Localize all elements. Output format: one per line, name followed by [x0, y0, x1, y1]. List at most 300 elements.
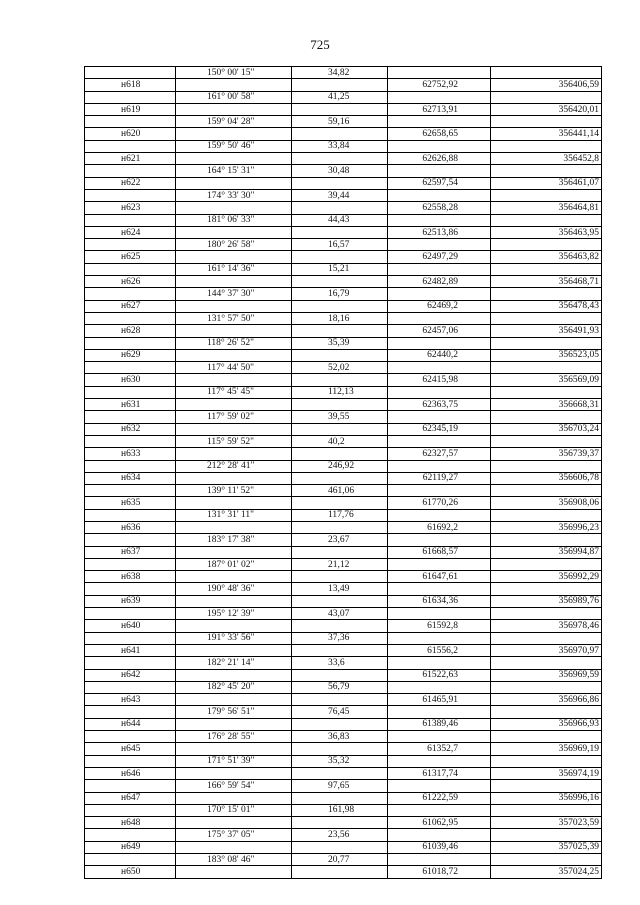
point-cell	[85, 312, 176, 324]
table-row	[85, 276, 602, 288]
x-coordinate-cell	[388, 485, 491, 497]
distance-cell: 35,39	[292, 337, 388, 349]
point-cell: н622	[85, 177, 176, 189]
point-cell	[85, 854, 176, 866]
angle-cell	[176, 325, 292, 337]
y-coordinate-cell: 357024,25	[491, 866, 602, 878]
x-coordinate-cell	[388, 189, 491, 201]
point-cell: н643	[85, 694, 176, 706]
distance-cell	[292, 521, 388, 533]
distance-cell: 37,36	[292, 632, 388, 644]
y-coordinate-cell	[491, 460, 602, 472]
angle-cell	[176, 79, 292, 91]
table-row	[85, 325, 602, 337]
y-coordinate-cell	[491, 657, 602, 669]
angle-cell: 183° 17' 38"	[176, 534, 292, 546]
angle-cell	[176, 226, 292, 238]
angle-cell	[176, 546, 292, 558]
table-row	[85, 521, 602, 533]
coordinates-table-body	[85, 67, 602, 879]
point-cell	[85, 485, 176, 497]
x-coordinate-cell	[388, 558, 491, 570]
y-coordinate-cell	[491, 214, 602, 226]
x-coordinate-cell	[388, 632, 491, 644]
point-cell: н633	[85, 448, 176, 460]
angle-cell	[176, 521, 292, 533]
y-coordinate-cell: 356452,8	[491, 153, 602, 165]
y-coordinate-cell: 356668,31	[491, 399, 602, 411]
y-coordinate-cell: 356978,46	[491, 620, 602, 632]
table-row	[85, 67, 602, 79]
point-cell: н648	[85, 817, 176, 829]
x-coordinate-cell: 62363,75	[388, 399, 491, 411]
y-coordinate-cell	[491, 854, 602, 866]
distance-cell	[292, 325, 388, 337]
table-row	[85, 165, 602, 177]
point-cell	[85, 632, 176, 644]
point-cell	[85, 681, 176, 693]
angle-cell	[176, 472, 292, 484]
angle-cell: 161° 14' 36"	[176, 263, 292, 275]
x-coordinate-cell	[388, 165, 491, 177]
point-cell	[85, 116, 176, 128]
y-coordinate-cell: 356992,29	[491, 571, 602, 583]
x-coordinate-cell: 61018,72	[388, 866, 491, 878]
y-coordinate-cell: 357025,39	[491, 841, 602, 853]
angle-cell: 181° 06' 33"	[176, 214, 292, 226]
distance-cell	[292, 448, 388, 460]
y-coordinate-cell	[491, 608, 602, 620]
angle-cell: 182° 45' 20"	[176, 681, 292, 693]
distance-cell: 23,67	[292, 534, 388, 546]
angle-cell	[176, 571, 292, 583]
y-coordinate-cell	[491, 829, 602, 841]
table-row	[85, 288, 602, 300]
y-coordinate-cell: 356969,19	[491, 743, 602, 755]
y-coordinate-cell	[491, 239, 602, 251]
distance-cell	[292, 472, 388, 484]
distance-cell: 40,2	[292, 435, 388, 447]
x-coordinate-cell	[388, 854, 491, 866]
y-coordinate-cell	[491, 731, 602, 743]
angle-cell: 176° 28' 55"	[176, 731, 292, 743]
y-coordinate-cell	[491, 362, 602, 374]
angle-cell	[176, 349, 292, 361]
point-cell	[85, 214, 176, 226]
distance-cell	[292, 153, 388, 165]
distance-cell: 39,44	[292, 189, 388, 201]
y-coordinate-cell: 356966,86	[491, 694, 602, 706]
table-row	[85, 116, 602, 128]
y-coordinate-cell: 356463,95	[491, 226, 602, 238]
table-row	[85, 435, 602, 447]
point-cell: н620	[85, 128, 176, 140]
point-cell	[85, 829, 176, 841]
table-row	[85, 706, 602, 718]
table-row	[85, 718, 602, 730]
x-coordinate-cell: 62713,91	[388, 103, 491, 115]
x-coordinate-cell	[388, 362, 491, 374]
point-cell	[85, 706, 176, 718]
y-coordinate-cell: 356994,87	[491, 546, 602, 558]
table-row	[85, 448, 602, 460]
table-row	[85, 423, 602, 435]
angle-cell: 144° 37' 30"	[176, 288, 292, 300]
distance-cell	[292, 202, 388, 214]
distance-cell	[292, 399, 388, 411]
table-row	[85, 251, 602, 263]
x-coordinate-cell	[388, 140, 491, 152]
angle-cell	[176, 644, 292, 656]
point-cell	[85, 67, 176, 79]
table-row	[85, 780, 602, 792]
y-coordinate-cell: 356441,14	[491, 128, 602, 140]
y-coordinate-cell: 356478,43	[491, 300, 602, 312]
x-coordinate-cell: 61556,2	[388, 644, 491, 656]
point-cell: н638	[85, 571, 176, 583]
table-row	[85, 226, 602, 238]
table-row	[85, 669, 602, 681]
angle-cell	[176, 251, 292, 263]
angle-cell	[176, 743, 292, 755]
distance-cell: 117,76	[292, 509, 388, 521]
distance-cell	[292, 103, 388, 115]
point-cell	[85, 657, 176, 669]
angle-cell	[176, 276, 292, 288]
distance-cell	[292, 546, 388, 558]
y-coordinate-cell: 356491,93	[491, 325, 602, 337]
x-coordinate-cell	[388, 755, 491, 767]
distance-cell	[292, 423, 388, 435]
x-coordinate-cell: 61389,46	[388, 718, 491, 730]
angle-cell	[176, 399, 292, 411]
angle-cell	[176, 448, 292, 460]
x-coordinate-cell	[388, 534, 491, 546]
distance-cell	[292, 497, 388, 509]
distance-cell: 34,82	[292, 67, 388, 79]
distance-cell	[292, 595, 388, 607]
table-row	[85, 374, 602, 386]
table-row	[85, 571, 602, 583]
angle-cell: 164° 15' 31"	[176, 165, 292, 177]
distance-cell	[292, 349, 388, 361]
x-coordinate-cell: 62626,88	[388, 153, 491, 165]
table-row	[85, 792, 602, 804]
y-coordinate-cell	[491, 189, 602, 201]
y-coordinate-cell: 356969,59	[491, 669, 602, 681]
distance-cell	[292, 374, 388, 386]
y-coordinate-cell: 356468,71	[491, 276, 602, 288]
distance-cell: 21,12	[292, 558, 388, 570]
y-coordinate-cell	[491, 755, 602, 767]
x-coordinate-cell	[388, 91, 491, 103]
y-coordinate-cell	[491, 165, 602, 177]
distance-cell: 23,56	[292, 829, 388, 841]
point-cell: н639	[85, 595, 176, 607]
angle-cell	[176, 177, 292, 189]
y-coordinate-cell: 356606,78	[491, 472, 602, 484]
point-cell: н626	[85, 276, 176, 288]
point-cell: н625	[85, 251, 176, 263]
table-row	[85, 214, 602, 226]
distance-cell	[292, 251, 388, 263]
distance-cell	[292, 79, 388, 91]
distance-cell: 461,06	[292, 485, 388, 497]
distance-cell: 33,6	[292, 657, 388, 669]
x-coordinate-cell: 61465,91	[388, 694, 491, 706]
angle-cell	[176, 767, 292, 779]
distance-cell	[292, 866, 388, 878]
x-coordinate-cell: 62558,28	[388, 202, 491, 214]
point-cell	[85, 509, 176, 521]
table-row	[85, 817, 602, 829]
table-row	[85, 767, 602, 779]
distance-cell: 13,49	[292, 583, 388, 595]
y-coordinate-cell	[491, 534, 602, 546]
angle-cell	[176, 595, 292, 607]
x-coordinate-cell: 61634,36	[388, 595, 491, 607]
point-cell	[85, 583, 176, 595]
table-row	[85, 854, 602, 866]
y-coordinate-cell	[491, 632, 602, 644]
x-coordinate-cell: 61039,46	[388, 841, 491, 853]
angle-cell	[176, 841, 292, 853]
table-row	[85, 263, 602, 275]
distance-cell: 18,16	[292, 312, 388, 324]
y-coordinate-cell: 356463,82	[491, 251, 602, 263]
x-coordinate-cell	[388, 681, 491, 693]
point-cell: н642	[85, 669, 176, 681]
point-cell: н621	[85, 153, 176, 165]
x-coordinate-cell	[388, 460, 491, 472]
x-coordinate-cell	[388, 239, 491, 251]
x-coordinate-cell: 61317,74	[388, 767, 491, 779]
x-coordinate-cell: 61592,8	[388, 620, 491, 632]
y-coordinate-cell: 357023,59	[491, 817, 602, 829]
x-coordinate-cell: 62513,86	[388, 226, 491, 238]
distance-cell	[292, 792, 388, 804]
point-cell: н647	[85, 792, 176, 804]
x-coordinate-cell	[388, 312, 491, 324]
x-coordinate-cell: 61692,2	[388, 521, 491, 533]
x-coordinate-cell: 62415,98	[388, 374, 491, 386]
angle-cell: 131° 31' 11"	[176, 509, 292, 521]
x-coordinate-cell	[388, 804, 491, 816]
y-coordinate-cell: 356996,16	[491, 792, 602, 804]
x-coordinate-cell	[388, 608, 491, 620]
angle-cell: 212° 28' 41"	[176, 460, 292, 472]
point-cell	[85, 263, 176, 275]
angle-cell	[176, 128, 292, 140]
angle-cell: 117° 45' 45"	[176, 386, 292, 398]
y-coordinate-cell	[491, 485, 602, 497]
angle-cell: 183° 08' 46"	[176, 854, 292, 866]
x-coordinate-cell: 62752,92	[388, 79, 491, 91]
angle-cell	[176, 300, 292, 312]
point-cell	[85, 140, 176, 152]
distance-cell	[292, 767, 388, 779]
point-cell	[85, 804, 176, 816]
point-cell	[85, 165, 176, 177]
table-row	[85, 362, 602, 374]
table-row	[85, 312, 602, 324]
y-coordinate-cell	[491, 706, 602, 718]
point-cell: н619	[85, 103, 176, 115]
point-cell: н650	[85, 866, 176, 878]
table-row	[85, 103, 602, 115]
x-coordinate-cell	[388, 411, 491, 423]
x-coordinate-cell	[388, 731, 491, 743]
angle-cell: 117° 44' 50"	[176, 362, 292, 374]
y-coordinate-cell	[491, 681, 602, 693]
angle-cell	[176, 497, 292, 509]
distance-cell: 16,79	[292, 288, 388, 300]
table-row	[85, 399, 602, 411]
distance-cell: 161,98	[292, 804, 388, 816]
table-row	[85, 608, 602, 620]
table-row	[85, 509, 602, 521]
table-row	[85, 755, 602, 767]
x-coordinate-cell: 62497,29	[388, 251, 491, 263]
point-cell: н644	[85, 718, 176, 730]
angle-cell: 170° 15' 01"	[176, 804, 292, 816]
y-coordinate-cell	[491, 263, 602, 275]
x-coordinate-cell	[388, 337, 491, 349]
x-coordinate-cell	[388, 67, 491, 79]
point-cell: н649	[85, 841, 176, 853]
point-cell	[85, 534, 176, 546]
distance-cell: 76,45	[292, 706, 388, 718]
y-coordinate-cell	[491, 312, 602, 324]
point-cell: н627	[85, 300, 176, 312]
x-coordinate-cell: 61668,57	[388, 546, 491, 558]
angle-cell: 174° 33' 30"	[176, 189, 292, 201]
x-coordinate-cell: 62597,54	[388, 177, 491, 189]
table-row	[85, 731, 602, 743]
y-coordinate-cell: 356966,93	[491, 718, 602, 730]
angle-cell	[176, 423, 292, 435]
x-coordinate-cell: 61647,61	[388, 571, 491, 583]
x-coordinate-cell: 61352,7	[388, 743, 491, 755]
point-cell	[85, 731, 176, 743]
point-cell	[85, 239, 176, 251]
angle-cell: 180° 26' 58"	[176, 239, 292, 251]
point-cell	[85, 411, 176, 423]
table-row	[85, 804, 602, 816]
table-row	[85, 153, 602, 165]
x-coordinate-cell	[388, 288, 491, 300]
distance-cell	[292, 571, 388, 583]
y-coordinate-cell	[491, 140, 602, 152]
point-cell: н635	[85, 497, 176, 509]
point-cell: н624	[85, 226, 176, 238]
angle-cell	[176, 718, 292, 730]
table-row	[85, 632, 602, 644]
distance-cell	[292, 276, 388, 288]
y-coordinate-cell: 356461,07	[491, 177, 602, 189]
x-coordinate-cell	[388, 583, 491, 595]
x-coordinate-cell: 61222,59	[388, 792, 491, 804]
angle-cell	[176, 202, 292, 214]
point-cell: н632	[85, 423, 176, 435]
distance-cell: 43,07	[292, 608, 388, 620]
y-coordinate-cell	[491, 337, 602, 349]
x-coordinate-cell: 62440,2	[388, 349, 491, 361]
table-row	[85, 300, 602, 312]
angle-cell: 150° 00' 15"	[176, 67, 292, 79]
y-coordinate-cell: 356739,37	[491, 448, 602, 460]
coordinates-table	[84, 66, 602, 879]
distance-cell: 33,84	[292, 140, 388, 152]
y-coordinate-cell	[491, 91, 602, 103]
distance-cell: 36,83	[292, 731, 388, 743]
y-coordinate-cell	[491, 288, 602, 300]
point-cell	[85, 755, 176, 767]
y-coordinate-cell	[491, 780, 602, 792]
y-coordinate-cell: 356406,59	[491, 79, 602, 91]
x-coordinate-cell: 62345,19	[388, 423, 491, 435]
distance-cell	[292, 128, 388, 140]
angle-cell: 117° 59' 02"	[176, 411, 292, 423]
point-cell: н618	[85, 79, 176, 91]
table-row	[85, 743, 602, 755]
angle-cell	[176, 374, 292, 386]
table-row	[85, 829, 602, 841]
point-cell	[85, 780, 176, 792]
table-row	[85, 79, 602, 91]
point-cell: н631	[85, 399, 176, 411]
x-coordinate-cell	[388, 263, 491, 275]
table-row	[85, 485, 602, 497]
y-coordinate-cell	[491, 558, 602, 570]
distance-cell: 41,25	[292, 91, 388, 103]
y-coordinate-cell	[491, 583, 602, 595]
point-cell: н645	[85, 743, 176, 755]
y-coordinate-cell: 356908,06	[491, 497, 602, 509]
x-coordinate-cell: 61770,26	[388, 497, 491, 509]
distance-cell	[292, 841, 388, 853]
distance-cell	[292, 743, 388, 755]
x-coordinate-cell	[388, 829, 491, 841]
angle-cell: 161° 00' 58"	[176, 91, 292, 103]
table-row	[85, 177, 602, 189]
table-row	[85, 140, 602, 152]
y-coordinate-cell: 356989,76	[491, 595, 602, 607]
point-cell: н637	[85, 546, 176, 558]
distance-cell	[292, 718, 388, 730]
distance-cell	[292, 644, 388, 656]
table-row	[85, 534, 602, 546]
table-row	[85, 128, 602, 140]
table-row	[85, 595, 602, 607]
point-cell	[85, 435, 176, 447]
point-cell	[85, 460, 176, 472]
distance-cell: 97,65	[292, 780, 388, 792]
x-coordinate-cell: 62469,2	[388, 300, 491, 312]
point-cell	[85, 362, 176, 374]
distance-cell: 30,48	[292, 165, 388, 177]
table-row	[85, 657, 602, 669]
point-cell	[85, 337, 176, 349]
point-cell: н636	[85, 521, 176, 533]
angle-cell	[176, 669, 292, 681]
point-cell	[85, 189, 176, 201]
table-row	[85, 546, 602, 558]
point-cell	[85, 558, 176, 570]
point-cell: н641	[85, 644, 176, 656]
table-row	[85, 866, 602, 878]
angle-cell: 175° 37' 05"	[176, 829, 292, 841]
